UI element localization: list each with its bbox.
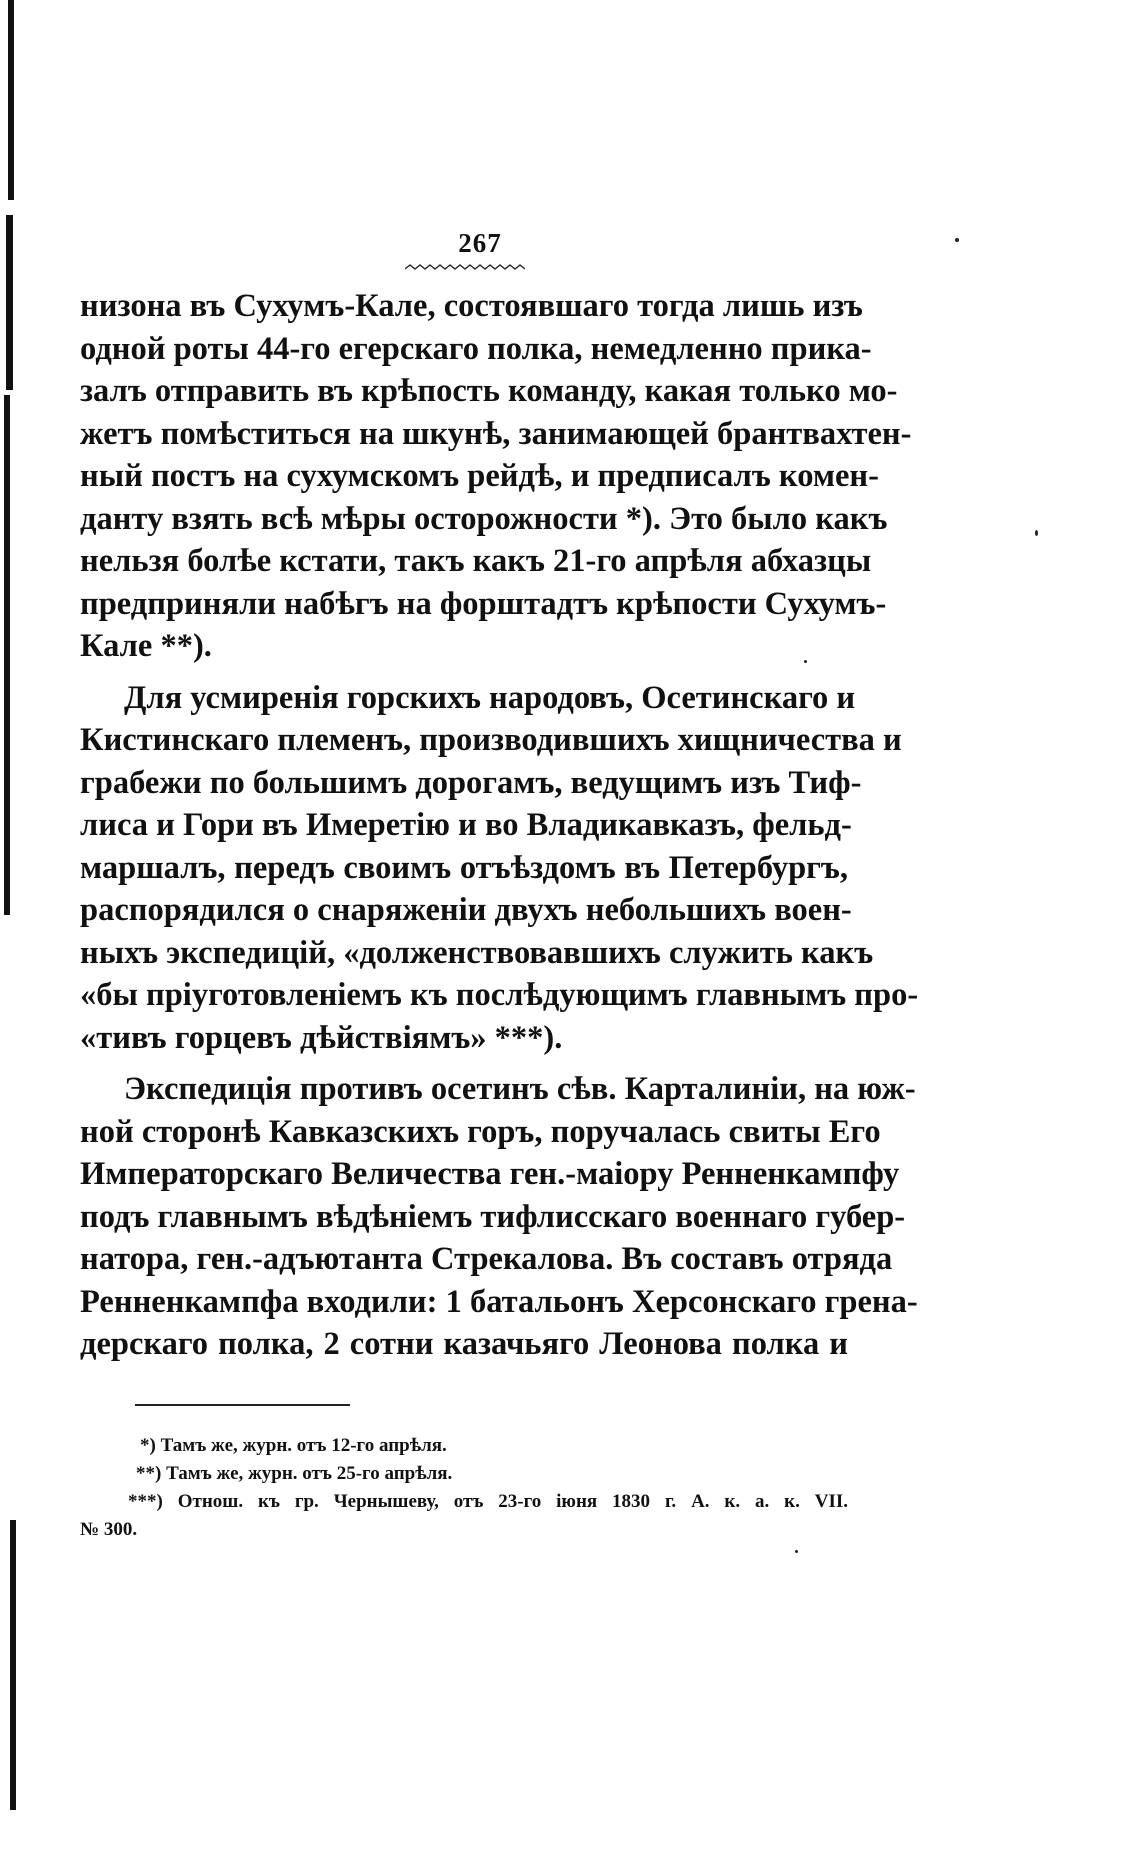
text-line: лиса и Гори въ Имеретію и во Владикавказъ, фельд- <box>80 807 852 843</box>
scan-edge-mark <box>4 395 10 915</box>
text-line: Экспедиція противъ осетинъ сѣв. Карталиніи, на юж- <box>124 1071 916 1107</box>
text-line: подъ главнымъ вѣдѣніемъ тифлисскаго военнаго губер- <box>80 1198 906 1235</box>
text-line: жетъ помѣститься на шкунѣ, занимающей брантвахтен- <box>80 415 912 452</box>
text-line: ный постъ на сухумскомъ рейдѣ, и предписалъ комен- <box>80 458 879 494</box>
text-line: Императорскаго Величества ген.-маіору Ренненкампфу <box>80 1156 900 1192</box>
text-line: данту взять всѣ мѣры осторожности *). Это было какъ <box>80 500 888 537</box>
footnote: № 300. <box>80 1519 138 1540</box>
text-line: Кистинскаго племенъ, производившихъ хищничества и <box>80 722 902 758</box>
footnote: *) Тамъ же, журн. отъ 12-го апрѣля. <box>140 1435 447 1456</box>
scan-edge-mark <box>8 0 14 200</box>
scan-speck <box>795 1550 798 1553</box>
text-line: нельзя болѣе кстати, такъ какъ 21-го апрѣля абхазцы <box>80 543 872 579</box>
scan-speck <box>1035 530 1038 536</box>
page-number: 267 <box>458 228 502 258</box>
footnote: **) Тамъ же, журн. отъ 25-го апрѣля. <box>136 1463 453 1484</box>
text-line: «тивъ горцевъ дѣйствіямъ» ***). <box>80 1019 563 1056</box>
text-line: ной сторонѣ Кавказскихъ горъ, поручалась свиты Его <box>80 1113 881 1150</box>
text-line: натора, ген.-адъютанта Стрекалова. Въ составъ отряда <box>80 1241 893 1277</box>
text-line: дерскаго полка, 2 сотни казачьяго Леонова полка и <box>80 1326 848 1362</box>
text-line: маршалъ, передъ своимъ отъѣздомъ въ Петербургъ, <box>80 849 848 886</box>
text-line: одной роты 44-го егерскаго полка, немедленно прика- <box>80 330 872 367</box>
text-line: Для усмиренія горскихъ народовъ, Осетинскаго и <box>124 679 856 716</box>
footnote: ***) Отнош. къ гр. Чернышеву, отъ 23-го іюня 1830 г. А. к. а. к. VII. <box>128 1491 848 1512</box>
text-line: ныхъ экспедицій, «долженствовавшихъ служить какъ <box>80 934 874 971</box>
text-line: предприняли набѣгъ на форштадтъ крѣпости Сухумъ- <box>80 585 887 622</box>
scan-edge-mark <box>10 1520 16 1810</box>
text-line: распорядился о снаряженіи двухъ небольшихъ воен- <box>80 892 852 928</box>
footnote-separator <box>135 1404 350 1406</box>
text-line: Кале **). <box>80 628 212 664</box>
text-line: Ренненкампфа входили: 1 батальонъ Херсонскаго грена- <box>80 1283 918 1320</box>
text-line: «бы пріуготовленіемъ къ послѣдующимъ главнымъ про- <box>80 977 919 1013</box>
text-line: залъ отправить въ крѣпость команду, какая только мо- <box>80 373 898 409</box>
body-text <box>80 285 919 1366</box>
footnotes <box>80 1432 848 1544</box>
text-line: грабежи по большимъ дорогамъ, ведущимъ изъ Тиф- <box>80 764 862 801</box>
text-line: низона въ Сухумъ-Кале, состоявшаго тогда лишь изъ <box>80 288 863 324</box>
page-number-wavy-rule <box>405 264 525 270</box>
